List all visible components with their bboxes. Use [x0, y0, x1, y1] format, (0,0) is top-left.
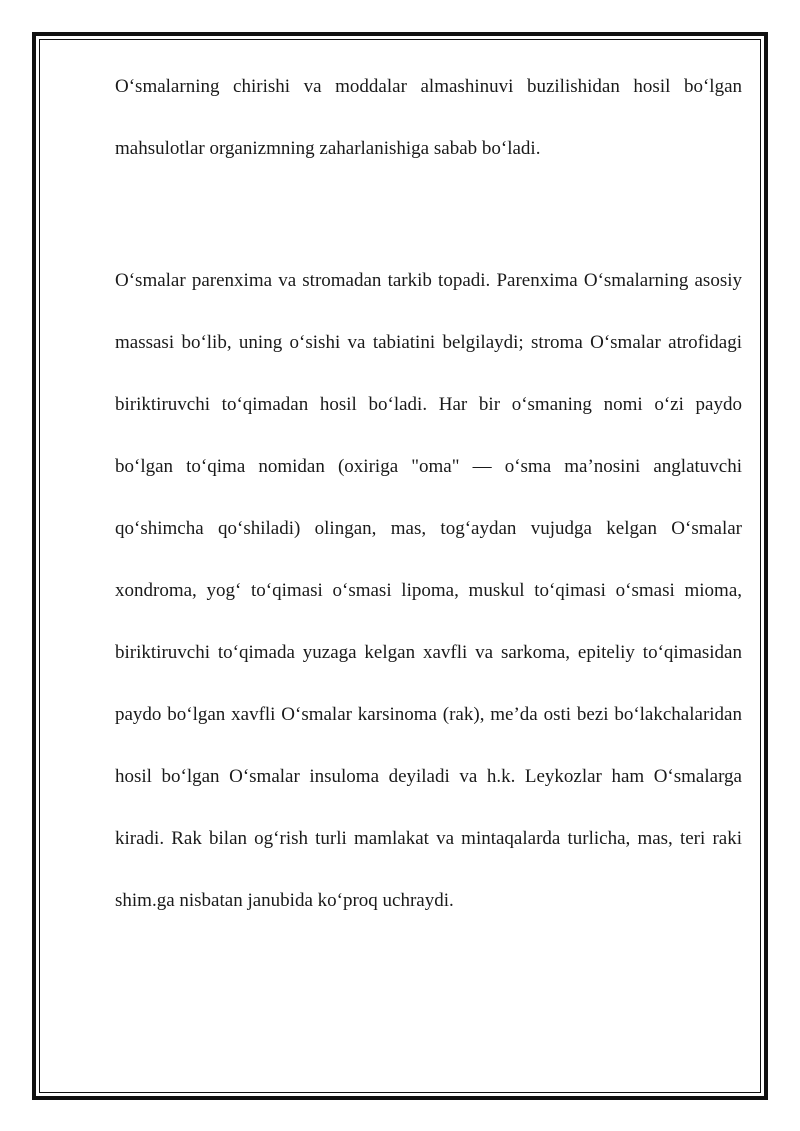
paragraph-1: O‘smalarning chirishi va moddalar almashinuvi buzilishidan hosil bo‘lgan mahsulotlar organizmning zaharlanishiga sabab bo‘ladi. [115, 76, 742, 159]
document-body [115, 56, 742, 932]
paragraph-2: O‘smalar parenxima va stromadan tarkib topadi. Parenxima O‘smalarning asosiy massasi bo‘lib, uning o‘sishi va tabiatini belgilaydi; stroma O‘smalar atrofidagi biriktiruvchi to‘qimadan hosil bo‘ladi. Har bir o‘smaning nomi o‘zi paydo bo‘lgan to‘qima nomidan (oxiriga "oma" — o‘sma ma’nosini anglatuvchi qo‘shimcha qo‘shiladi) olingan, mas, tog‘aydan vujudga kelgan O‘smalar xondroma, yog‘ to‘qimasi o‘smasi lipoma, muskul to‘qimasi o‘smasi mioma, biriktiruvchi to‘qimada yuzaga kelgan xavfli va sarkoma, epiteliy to‘qimasidan paydo bo‘lgan xavfli O‘smalar karsinoma (rak), me’da osti bezi bo‘lakchalaridan hosil bo‘lgan O‘smalar insuloma deyiladi va h.k. Leykozlar ham O‘smalarga kiradi. Rak bilan og‘rish turli mamlakat va mintaqalarda turlicha, mas, teri raki shim.ga nisbatan janubida ko‘proq uchraydi. [115, 270, 742, 911]
